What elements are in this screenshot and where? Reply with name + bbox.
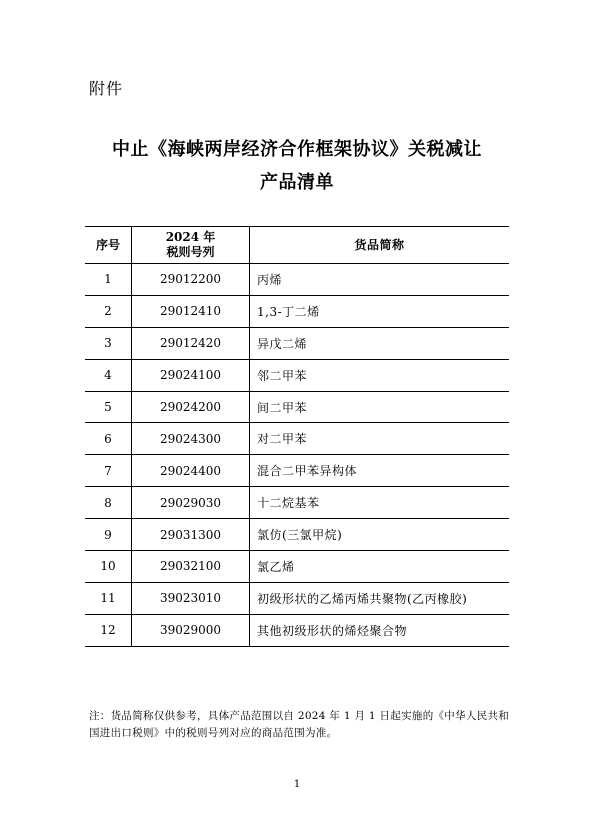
row-tariff-code: 29031300	[132, 519, 250, 551]
row-goods-name: 异戊二烯	[250, 327, 510, 359]
table-row	[85, 487, 509, 519]
table-row	[85, 582, 509, 614]
document-subtitle: 产品清单	[260, 172, 334, 193]
row-tariff-code: 29024200	[132, 391, 250, 423]
row-serial-number: 5	[85, 391, 132, 423]
row-tariff-code: 29024300	[132, 423, 250, 455]
table-row	[85, 455, 509, 487]
row-goods-name: 间二甲苯	[250, 391, 510, 423]
product-list-table	[85, 226, 509, 647]
row-serial-number: 8	[85, 487, 132, 519]
row-serial-number: 11	[85, 582, 132, 614]
row-serial-number: 3	[85, 327, 132, 359]
row-serial-number: 9	[85, 519, 132, 551]
row-tariff-code: 29012410	[132, 295, 250, 327]
row-serial-number: 7	[85, 455, 132, 487]
row-goods-name: 初级形状的乙烯丙烯共聚物(乙丙橡胶)	[250, 582, 510, 614]
row-tariff-code: 29024400	[132, 455, 250, 487]
table-row	[85, 327, 509, 359]
row-tariff-code: 39029000	[132, 614, 250, 646]
row-serial-number: 1	[85, 264, 132, 296]
header-serial-number: 序号	[85, 227, 132, 264]
row-tariff-code: 29029030	[132, 487, 250, 519]
row-tariff-code: 29024100	[132, 359, 250, 391]
row-serial-number: 6	[85, 423, 132, 455]
row-serial-number: 4	[85, 359, 132, 391]
table-row	[85, 423, 509, 455]
header-tariff-year: 2024 年	[165, 230, 216, 244]
table-header-row	[85, 227, 509, 264]
row-goods-name: 对二甲苯	[250, 423, 510, 455]
row-goods-name: 混合二甲苯异构体	[250, 455, 510, 487]
table-row	[85, 295, 509, 327]
row-tariff-code: 29032100	[132, 551, 250, 583]
row-goods-name: 邻二甲苯	[250, 359, 510, 391]
document-title: 中止《海峡两岸经济合作框架协议》关税减让	[112, 139, 482, 160]
row-serial-number: 12	[85, 614, 132, 646]
row-goods-name: 氯乙烯	[250, 551, 510, 583]
row-serial-number: 10	[85, 551, 132, 583]
row-goods-name: 氯仿(三氯甲烷)	[250, 519, 510, 551]
header-tariff-code	[132, 227, 250, 264]
header-goods-name: 货品简称	[250, 227, 510, 264]
row-tariff-code: 39023010	[132, 582, 250, 614]
page-number: 1	[293, 779, 301, 790]
table-row	[85, 359, 509, 391]
attachment-label: 附件	[89, 79, 124, 98]
table-row	[85, 551, 509, 583]
table-row	[85, 614, 509, 646]
row-goods-name: 丙烯	[250, 264, 510, 296]
table-row	[85, 264, 509, 296]
row-goods-name: 其他初级形状的烯烃聚合物	[250, 614, 510, 646]
row-tariff-code: 29012200	[132, 264, 250, 296]
row-serial-number: 2	[85, 295, 132, 327]
footnote: 注：货品简称仅供参考，具体产品范围以自 2024 年 1 月 1 日起实施的《中华人民共和国进出口税则》中的税则号列对应的商品范围为准。	[89, 710, 510, 739]
row-tariff-code: 29012420	[132, 327, 250, 359]
row-goods-name: 1,3-丁二烯	[250, 295, 510, 327]
row-goods-name: 十二烷基苯	[250, 487, 510, 519]
table-body	[85, 264, 509, 647]
table-row	[85, 519, 509, 551]
table-row	[85, 391, 509, 423]
header-tariff-label: 税则号列	[166, 245, 215, 259]
